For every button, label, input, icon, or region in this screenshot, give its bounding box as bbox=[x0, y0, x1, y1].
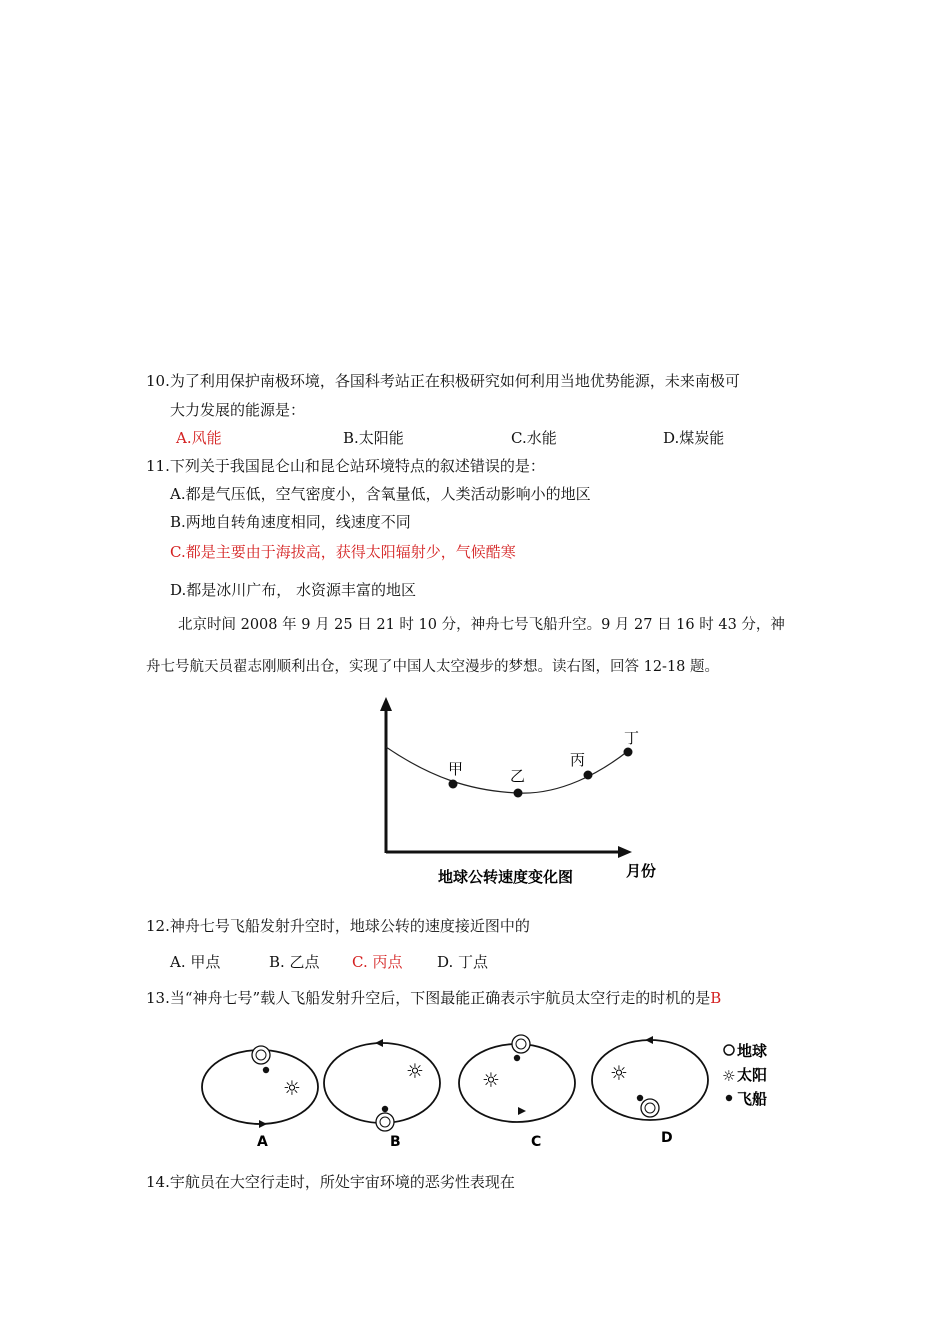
y-axis-arrow-icon bbox=[380, 697, 392, 711]
label-bing: 丙 bbox=[570, 751, 586, 769]
q10-stem-line2: 大力发展的能源是： bbox=[170, 401, 306, 419]
orbit-legend bbox=[722, 1042, 767, 1108]
orbit-panel-c bbox=[459, 1035, 575, 1150]
orbit-figure bbox=[195, 1025, 775, 1155]
x-axis-label: 月份 bbox=[626, 862, 657, 880]
revolution-speed-figure bbox=[370, 695, 680, 890]
sun-icon: ☼ bbox=[283, 1076, 301, 1100]
earth-icon bbox=[376, 1113, 394, 1131]
orbit-panel-a bbox=[202, 1046, 318, 1150]
q12-option-d: D. 丁点 bbox=[437, 953, 489, 971]
passage-line2: 舟七号航天员翟志刚顺利出仓，实现了中国人太空漫步的梦想。读右图，回答 12-18 题。 bbox=[146, 659, 720, 675]
q10-option-c: C.水能 bbox=[511, 429, 557, 447]
orbit-arrow-icon bbox=[259, 1120, 267, 1128]
q13-answer: B bbox=[710, 989, 722, 1007]
earth-icon bbox=[512, 1035, 530, 1053]
q13-stem-wrapper bbox=[146, 988, 721, 1008]
orbit-arrow-icon bbox=[375, 1039, 383, 1047]
q10-stem-line1: 10.为了利用保护南极环境，各国科考站正在积极研究如何利用当地优势能源，未来南极可 bbox=[146, 372, 740, 390]
x-axis-arrow-icon bbox=[618, 846, 632, 858]
figure1-caption: 地球公转速度变化图 bbox=[438, 868, 574, 886]
label-ding: 丁 bbox=[624, 729, 640, 747]
legend-sun-icon: ☼ bbox=[722, 1067, 736, 1085]
spacecraft-icon bbox=[382, 1106, 388, 1112]
earth-icon bbox=[252, 1046, 270, 1064]
q10-option-d: D.煤炭能 bbox=[663, 429, 725, 447]
spacecraft-icon bbox=[514, 1055, 520, 1061]
passage-line1: 北京时间 2008 年 9 月 25 日 21 时 10 分，神舟七号飞船升空。9 月 27 日 16 时 43 分，神 bbox=[178, 617, 785, 633]
q10-option-a: A.风能 bbox=[176, 429, 222, 447]
q12-option-a: A. 甲点 bbox=[170, 953, 221, 971]
orbit-arrow-icon bbox=[518, 1107, 526, 1115]
legend-earth-label: 地球 bbox=[737, 1042, 768, 1060]
panel-label-b: B bbox=[390, 1134, 401, 1150]
q10-option-b: B.太阳能 bbox=[343, 429, 404, 447]
spacecraft-icon bbox=[263, 1067, 269, 1073]
q11-option-b: B.两地自转角速度相同，线速度不同 bbox=[170, 513, 411, 531]
q11-option-c: C.都是主要由于海拔高，获得太阳辐射少，气候酷寒 bbox=[170, 543, 516, 561]
legend-sun-label: 太阳 bbox=[737, 1066, 768, 1084]
sun-icon: ☼ bbox=[406, 1059, 424, 1083]
point-jia bbox=[449, 780, 458, 789]
panel-label-d: D bbox=[661, 1130, 673, 1146]
panel-label-a: A bbox=[257, 1134, 268, 1150]
orbit-ellipse bbox=[324, 1043, 440, 1123]
orbit-panel-b bbox=[324, 1039, 440, 1150]
label-yi: 乙 bbox=[510, 767, 526, 785]
point-ding bbox=[624, 748, 633, 757]
sun-icon: ☼ bbox=[482, 1068, 500, 1092]
q11-option-d: D.都是冰川广布， 水资源丰富的地区 bbox=[170, 581, 417, 599]
legend-spacecraft-label: 飞船 bbox=[737, 1090, 768, 1108]
q11-stem: 11.下列关于我国昆仑山和昆仑站环境特点的叙述错误的是： bbox=[146, 457, 545, 475]
point-yi bbox=[514, 789, 523, 798]
point-bing bbox=[584, 771, 593, 780]
q11-option-a: A.都是气压低，空气密度小，含氧量低，人类活动影响小的地区 bbox=[170, 485, 591, 503]
q12-option-c: C. 丙点 bbox=[352, 953, 403, 971]
panel-label-c: C bbox=[531, 1134, 542, 1150]
label-jia: 甲 bbox=[448, 760, 464, 778]
legend-earth-icon bbox=[724, 1045, 734, 1055]
sun-icon: ☼ bbox=[610, 1061, 628, 1085]
legend-spacecraft-icon bbox=[726, 1095, 732, 1101]
q14-stem: 14.宇航员在大空行走时，所处宇宙环境的恶劣性表现在 bbox=[146, 1173, 515, 1191]
q13-stem: 13.当“神舟七号”载人飞船发射升空后，下图最能正确表示宇航员太空行走的时机的是 bbox=[146, 989, 711, 1007]
orbit-arrow-icon bbox=[645, 1036, 653, 1044]
spacecraft-icon bbox=[637, 1095, 643, 1101]
earth-icon bbox=[641, 1099, 659, 1117]
q12-option-b: B. 乙点 bbox=[269, 953, 320, 971]
orbit-panel-d bbox=[592, 1036, 708, 1146]
speed-curve bbox=[386, 747, 628, 793]
q12-stem: 12.神舟七号飞船发射升空时，地球公转的速度接近图中的 bbox=[146, 917, 530, 935]
